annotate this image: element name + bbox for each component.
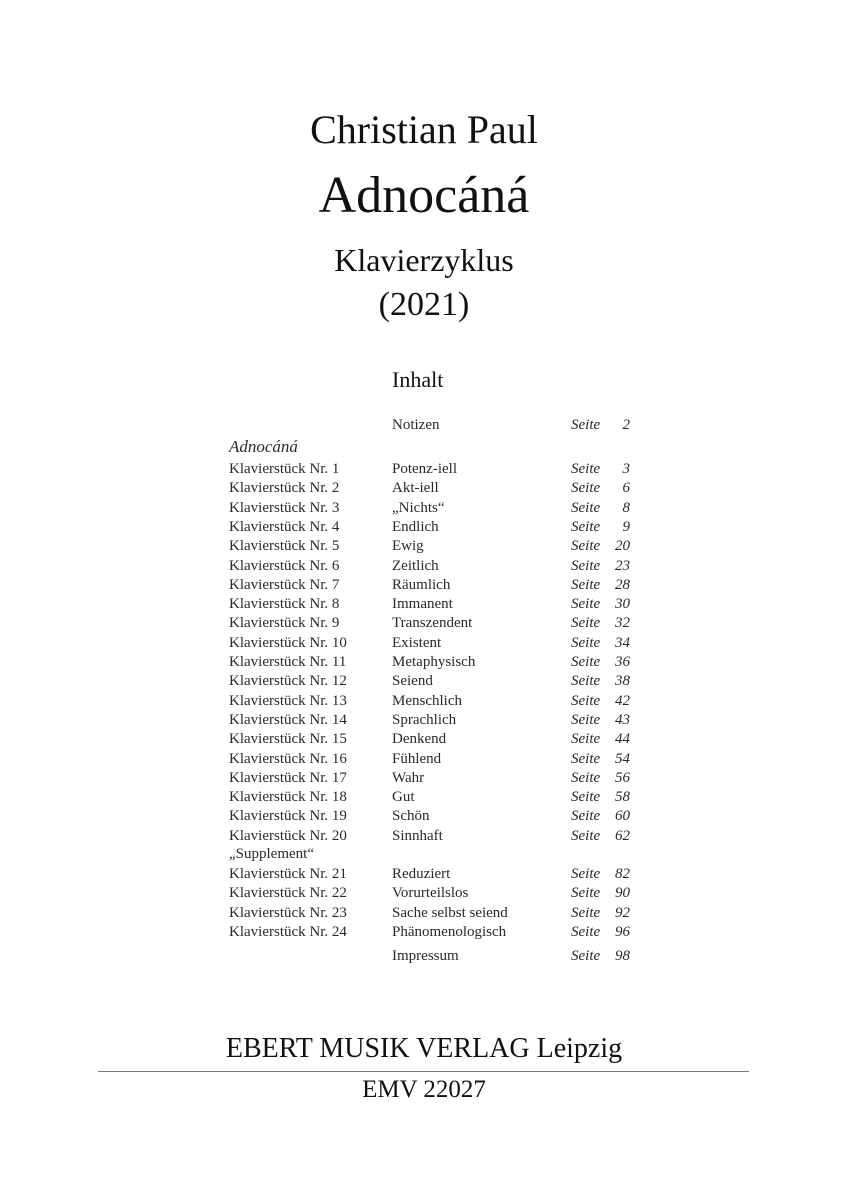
toc-page-label: Seite bbox=[571, 692, 601, 709]
toc-page-number: 92 bbox=[615, 904, 630, 921]
toc-page-number: 2 bbox=[622, 417, 630, 433]
toc-entry-name: Denkend bbox=[392, 731, 447, 748]
toc-entry-name: Zeitlich bbox=[392, 557, 439, 574]
toc-piece-number: Klavierstück Nr. 2 bbox=[229, 480, 340, 497]
toc-piece-number: Klavierstück Nr. 10 bbox=[229, 634, 347, 651]
toc-row bbox=[0, 865, 848, 884]
toc-entry-name: Wahr bbox=[392, 769, 425, 786]
toc-row bbox=[0, 518, 848, 537]
toc-piece-number: Klavierstück Nr. 19 bbox=[229, 808, 347, 825]
toc-piece-number: Klavierstück Nr. 11 bbox=[229, 654, 347, 670]
toc-page-number: 9 bbox=[622, 518, 630, 535]
toc-page-number: 3 bbox=[622, 461, 630, 477]
toc-piece-number: Klavierstück Nr. 1 bbox=[229, 461, 340, 477]
toc-page-label: Seite bbox=[571, 461, 601, 477]
toc-page-label: Seite bbox=[571, 711, 601, 728]
work-subtitle: Klavierzyklus bbox=[334, 242, 514, 278]
toc-page-label: Seite bbox=[571, 948, 601, 964]
toc-piece-number: Klavierstück Nr. 17 bbox=[229, 769, 347, 786]
toc-piece-number: Klavierstück Nr. 14 bbox=[229, 711, 347, 728]
toc-page-label: Seite bbox=[571, 654, 601, 670]
toc-row bbox=[0, 499, 848, 518]
toc-page-number: 58 bbox=[615, 789, 630, 806]
toc-row bbox=[0, 750, 848, 769]
toc-entry-name: Ewig bbox=[392, 538, 424, 555]
toc-page-label: Seite bbox=[571, 417, 601, 433]
toc-row bbox=[0, 479, 848, 498]
toc-piece-number: Klavierstück Nr. 21 bbox=[229, 866, 347, 882]
toc-row bbox=[0, 923, 848, 942]
toc-entry-name: Sache selbst seiend bbox=[392, 904, 508, 921]
toc-entry-name: Impressum bbox=[392, 948, 459, 964]
toc-entry-name: Räumlich bbox=[392, 576, 451, 593]
toc-page-label: Seite bbox=[571, 518, 601, 535]
toc-piece-number: Klavierstück Nr. 5 bbox=[229, 538, 340, 555]
toc-piece-number: Klavierstück Nr. 23 bbox=[229, 904, 347, 921]
toc-entry-name: Endlich bbox=[392, 518, 439, 535]
toc-row bbox=[0, 653, 848, 672]
toc-page-label: Seite bbox=[571, 750, 601, 767]
toc-entry-name: Metaphysisch bbox=[392, 654, 476, 670]
toc-page-number: 44 bbox=[615, 731, 630, 748]
contents-heading: Inhalt bbox=[392, 367, 444, 392]
toc-page-number: 96 bbox=[615, 923, 630, 940]
toc-piece-number: Klavierstück Nr. 9 bbox=[229, 615, 340, 632]
toc-entry-name: Immanent bbox=[392, 596, 453, 613]
toc-entry-name: Sinnhaft bbox=[392, 827, 443, 844]
toc-row bbox=[0, 595, 848, 614]
toc-page-label: Seite bbox=[571, 827, 601, 844]
toc-entry-name: Existent bbox=[392, 634, 442, 651]
toc-entry-name: Phänomenologisch bbox=[392, 923, 507, 940]
toc-page-label: Seite bbox=[571, 480, 601, 497]
toc-page-number: 60 bbox=[615, 808, 630, 825]
composer-name: Christian Paul bbox=[310, 107, 538, 152]
toc-page-number: 38 bbox=[615, 673, 630, 690]
toc-piece-number: Klavierstück Nr. 24 bbox=[229, 923, 347, 940]
toc-piece-number: Klavierstück Nr. 13 bbox=[229, 692, 347, 709]
toc-piece-number: Klavierstück Nr. 7 bbox=[229, 576, 340, 593]
toc-row bbox=[0, 788, 848, 807]
toc-row bbox=[0, 711, 848, 730]
toc-page-number: 30 bbox=[615, 596, 630, 613]
toc-page-label: Seite bbox=[571, 557, 601, 574]
toc-entry-name: Akt-iell bbox=[392, 480, 439, 497]
toc-row bbox=[0, 807, 848, 826]
toc-page-number: 34 bbox=[615, 634, 630, 651]
toc-page-label: Seite bbox=[571, 499, 601, 516]
toc-piece-number: Klavierstück Nr. 18 bbox=[229, 789, 347, 806]
toc-piece-number: Klavierstück Nr. 16 bbox=[229, 750, 347, 767]
toc-page-number: 43 bbox=[615, 711, 630, 728]
toc-row bbox=[0, 576, 848, 595]
toc-section-title: Adnocáná bbox=[229, 437, 298, 456]
toc-piece-number: Klavierstück Nr. 4 bbox=[229, 518, 340, 535]
toc-entry-name: Fühlend bbox=[392, 750, 442, 767]
toc-section-title-supplement: „Supplement“ bbox=[229, 846, 314, 862]
toc-piece-number: Klavierstück Nr. 12 bbox=[229, 673, 347, 690]
toc-page-label: Seite bbox=[571, 634, 601, 651]
toc-page-label: Seite bbox=[571, 596, 601, 613]
toc-page-number: 23 bbox=[615, 557, 630, 574]
toc-page-label: Seite bbox=[571, 904, 601, 921]
toc-piece-number: Klavierstück Nr. 20 bbox=[229, 827, 347, 844]
toc-page-label: Seite bbox=[571, 769, 601, 786]
toc-entry-name: Schön bbox=[392, 808, 430, 825]
catalog-number: EMV 22027 bbox=[362, 1076, 486, 1103]
toc-row-notes bbox=[0, 416, 848, 435]
toc-entry-name: Menschlich bbox=[392, 692, 462, 709]
toc-piece-number: Klavierstück Nr. 15 bbox=[229, 731, 347, 748]
toc-page-label: Seite bbox=[571, 615, 601, 632]
toc-page-number: 82 bbox=[615, 866, 630, 882]
toc-page-label: Seite bbox=[571, 731, 601, 748]
toc-row bbox=[0, 884, 848, 903]
toc-page-label: Seite bbox=[571, 808, 601, 825]
toc-entry-name: Notizen bbox=[392, 417, 440, 433]
toc-entry-name: Gut bbox=[392, 789, 415, 806]
toc-row bbox=[0, 827, 848, 846]
toc-page-number: 6 bbox=[622, 480, 630, 497]
toc-row bbox=[0, 537, 848, 556]
toc-row bbox=[0, 692, 848, 711]
toc-entry-name: Reduziert bbox=[392, 866, 451, 882]
toc-entry-name: Sprachlich bbox=[392, 711, 457, 728]
toc-page-label: Seite bbox=[571, 576, 601, 593]
toc-entry-name: „Nichts“ bbox=[392, 499, 445, 516]
toc-page-label: Seite bbox=[571, 866, 601, 882]
toc-piece-number: Klavierstück Nr. 3 bbox=[229, 499, 340, 516]
toc-page-number: 56 bbox=[615, 769, 630, 786]
toc-page-number: 62 bbox=[615, 827, 630, 844]
toc-entry-name: Transzendent bbox=[392, 615, 473, 632]
toc-row bbox=[0, 904, 848, 923]
publisher-name: EBERT MUSIK VERLAG Leipzig bbox=[225, 1033, 623, 1064]
toc-page-number: 98 bbox=[615, 948, 630, 964]
toc-row-impressum bbox=[0, 947, 848, 966]
toc-row bbox=[0, 634, 848, 653]
toc-piece-number: Klavierstück Nr. 22 bbox=[229, 885, 347, 902]
toc-page-number: 32 bbox=[615, 615, 630, 632]
footer-divider bbox=[98, 1071, 749, 1072]
toc-piece-number: Klavierstück Nr. 6 bbox=[229, 557, 340, 574]
work-title: Adnocáná bbox=[318, 167, 530, 224]
toc-row bbox=[0, 460, 848, 479]
toc-page-label: Seite bbox=[571, 673, 601, 690]
toc-page-label: Seite bbox=[571, 923, 601, 940]
toc-row bbox=[0, 672, 848, 691]
toc-page-label: Seite bbox=[571, 538, 601, 555]
toc-page-number: 54 bbox=[615, 750, 630, 767]
toc-entry-name: Seiend bbox=[392, 673, 433, 690]
work-year: (2021) bbox=[378, 286, 470, 323]
toc-row bbox=[0, 730, 848, 749]
toc-entry-name: Potenz-iell bbox=[392, 461, 457, 477]
toc-page-label: Seite bbox=[571, 885, 601, 902]
toc-page-number: 36 bbox=[615, 654, 630, 670]
toc-row bbox=[0, 557, 848, 576]
toc-page-number: 42 bbox=[615, 692, 630, 709]
toc-page-label: Seite bbox=[571, 789, 601, 806]
toc-row bbox=[0, 614, 848, 633]
toc-page-number: 28 bbox=[615, 576, 630, 593]
toc-piece-number: Klavierstück Nr. 8 bbox=[229, 596, 340, 613]
toc-entry-name: Vorurteilslos bbox=[392, 885, 469, 902]
toc-row bbox=[0, 769, 848, 788]
toc-page-number: 8 bbox=[622, 499, 630, 516]
toc-page-number: 90 bbox=[615, 885, 630, 902]
toc-page-number: 20 bbox=[615, 538, 630, 555]
